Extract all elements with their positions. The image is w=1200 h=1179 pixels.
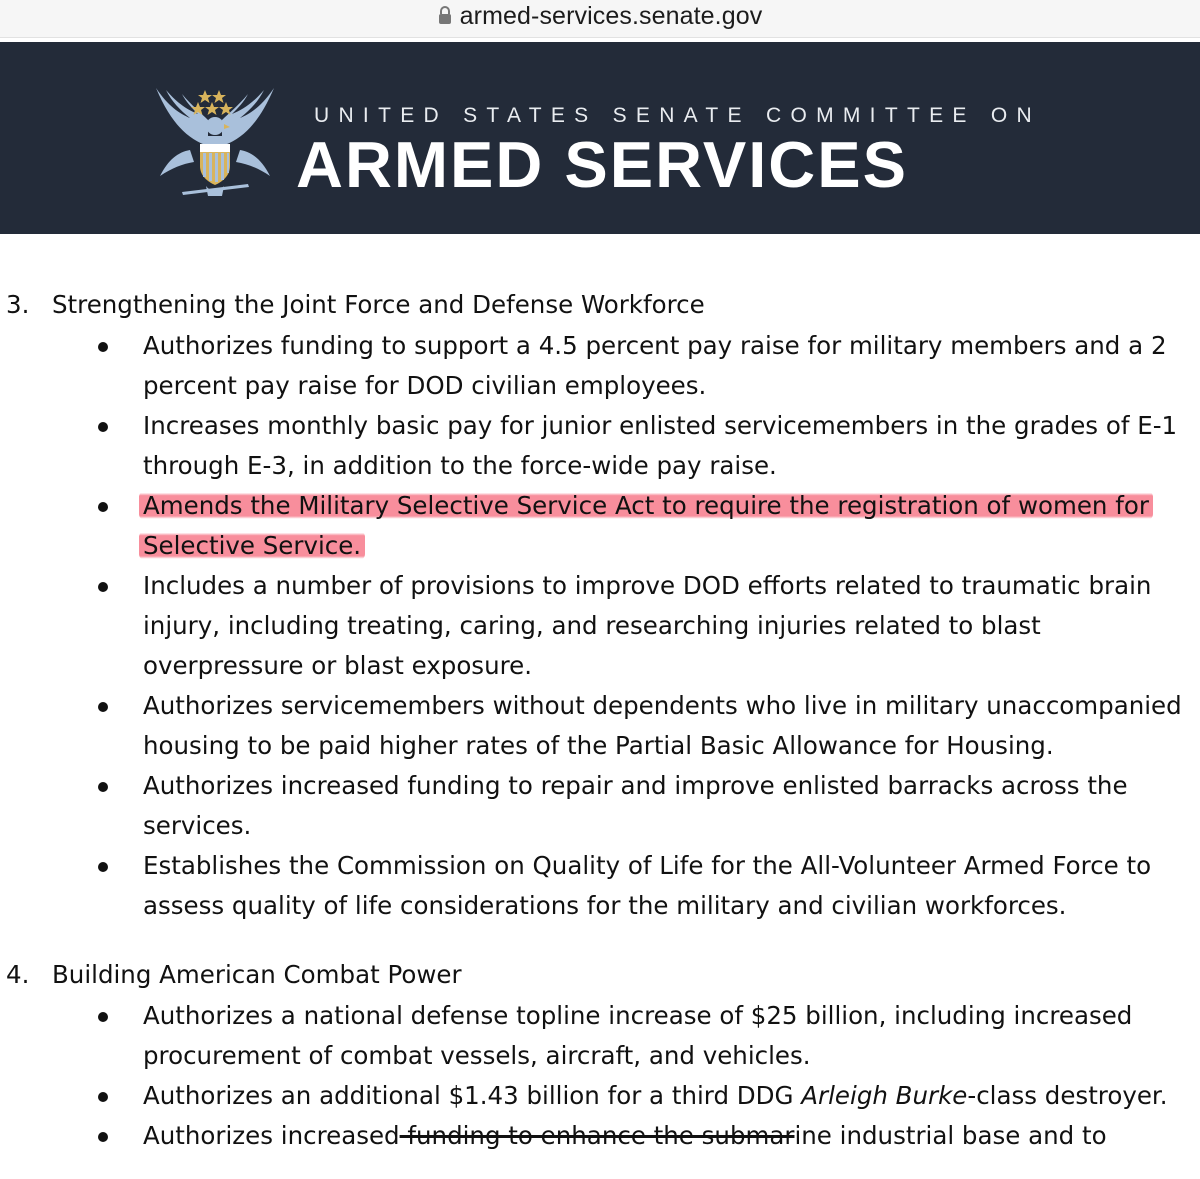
- section-4: [0, 954, 1200, 1156]
- list-item: [0, 686, 1200, 766]
- section-title: Strengthening the Joint Force and Defense Workforce: [52, 290, 705, 319]
- section-3: [0, 284, 1200, 926]
- list-item: [0, 996, 1200, 1076]
- list-item: [0, 406, 1200, 486]
- section-number: 4.: [6, 960, 30, 989]
- item-text: Increases monthly basic pay for junior enlisted servicemembers in the grades of E-1 through E-3, in addition to the force-wide pay raise.: [143, 411, 1178, 480]
- item-text-part: ine industrial base and to: [794, 1121, 1107, 1150]
- item-text: Authorizes a national defense topline increase of $25 billion, including increased procurement of combat vessels, aircraft, and vehicles.: [143, 1001, 1133, 1070]
- bullet-icon: [98, 582, 108, 592]
- item-text-part: Authorizes increased: [143, 1121, 400, 1150]
- item-text: Includes a number of provisions to improve DOD efforts related to traumatic brain injury, including treating, caring, and researching injuries related to blast overpressure or blast exposure.: [143, 571, 1152, 680]
- bullet-icon: [98, 862, 108, 872]
- bullet-icon: [98, 702, 108, 712]
- item-text-part: Authorizes an additional $1.43 billion for a third DDG: [143, 1081, 802, 1110]
- bullet-icon: [98, 782, 108, 792]
- committee-banner: [0, 42, 1200, 234]
- list-item: [0, 766, 1200, 846]
- ship-class-name: Arleigh Burke: [801, 1081, 968, 1110]
- bullet-list: [0, 996, 1200, 1156]
- bullet-icon: [98, 502, 108, 512]
- bullet-icon: [98, 342, 108, 352]
- document-body: [0, 284, 1200, 1156]
- browser-address-bar[interactable]: [0, 0, 1200, 38]
- section-number: 3.: [6, 290, 30, 319]
- committee-subtitle: UNITED STATES SENATE COMMITTEE ON: [314, 104, 1041, 127]
- highlighted-text: Amends the Military Selective Service Act to require the registration of women for Selective Service.: [139, 491, 1153, 560]
- struck-text: funding to enhance the submar: [399, 1121, 795, 1150]
- list-item: [0, 1116, 1200, 1156]
- item-text: Establishes the Commission on Quality of Life for the All-Volunteer Armed Force to assess quality of life considerations for the military and civilian workforces.: [143, 851, 1152, 920]
- bullet-icon: [98, 1092, 108, 1102]
- section-heading: [0, 284, 1200, 326]
- item-text-part: -class destroyer.: [967, 1081, 1168, 1110]
- item-text: Authorizes increased funding to repair and improve enlisted barracks across the services.: [143, 771, 1128, 840]
- list-item: [0, 566, 1200, 686]
- bullet-icon: [98, 1132, 108, 1142]
- list-item: [0, 1076, 1200, 1116]
- bullet-icon: [98, 1012, 108, 1022]
- item-text: Authorizes servicemembers without dependents who live in military unaccompanied housing to be paid higher rates of the Partial Basic Allowance for Housing.: [143, 691, 1182, 760]
- url-text: armed-services.senate.gov: [459, 2, 763, 30]
- eagle-seal-icon: [150, 80, 280, 208]
- url-display[interactable]: [0, 2, 1200, 32]
- committee-title: ARMED SERVICES: [296, 128, 908, 201]
- section-title: Building American Combat Power: [52, 960, 462, 989]
- bullet-icon: [98, 422, 108, 432]
- list-item: [0, 846, 1200, 926]
- list-item-highlighted: [0, 486, 1200, 566]
- bullet-list: [0, 326, 1200, 926]
- section-heading: [0, 954, 1200, 996]
- item-text: Authorizes funding to support a 4.5 percent pay raise for military members and a 2 percent pay raise for DOD civilian employees.: [143, 331, 1167, 400]
- lock-icon: [438, 3, 452, 32]
- list-item: [0, 326, 1200, 406]
